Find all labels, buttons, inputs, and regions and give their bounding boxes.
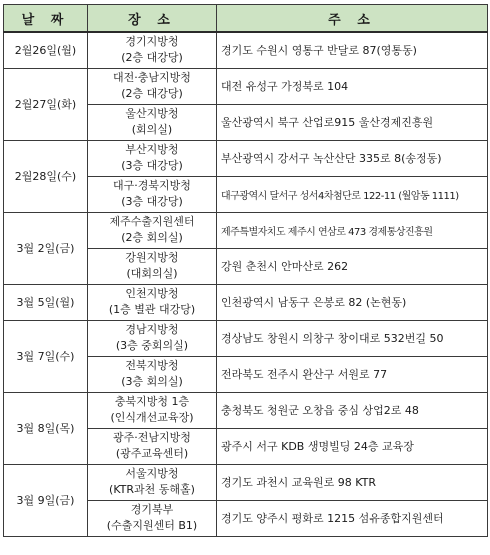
table-row (4, 464, 488, 500)
schedule-table (3, 4, 488, 537)
place-cell (88, 320, 217, 356)
address-cell: 대전 유성구 가정북로 104 (217, 68, 488, 104)
place-name: 경기지방청 (125, 35, 179, 49)
address-cell: 경기도 수원시 영통구 반달로 87(영통동) (217, 32, 488, 68)
place-name: 강원지방청 (125, 251, 179, 264)
address-cell: 충청북도 청원군 오창읍 중심 상업2로 48 (217, 392, 488, 428)
place-name: 경남지방청 (125, 323, 179, 336)
place-cell (88, 176, 217, 212)
table-row (4, 140, 488, 176)
address-cell: 울산광역시 북구 산업로915 울산경제진흥원 (217, 104, 488, 140)
place-name: 울산지방청 (125, 107, 179, 120)
address-cell: 전라북도 전주시 완산구 서원로 77 (217, 356, 488, 392)
date-cell: 2월26일(월) (4, 32, 88, 68)
place-cell (88, 68, 217, 104)
header-date: 날 짜 (4, 5, 88, 33)
place-cell (88, 248, 217, 284)
header-address: 주 소 (217, 5, 488, 33)
place-cell (88, 500, 217, 536)
date-cell: 3월 8일(목) (4, 392, 88, 464)
table-row (4, 284, 488, 320)
address-cell: 경상남도 창원시 의창구 창이대로 532번길 50 (217, 320, 488, 356)
date-cell: 2월28일(수) (4, 140, 88, 212)
place-room: (2층 대강당) (121, 87, 183, 100)
address-cell: 대구광역시 달서구 성서4차첨단로 122-11 (월암동 1111) (217, 176, 488, 212)
place-room: (회의실) (131, 123, 173, 136)
place-cell (88, 212, 217, 248)
table-row (4, 392, 488, 428)
place-name: 서울지방청 (125, 467, 179, 480)
date-cell: 2월27일(화) (4, 68, 88, 140)
date-cell: 3월 2일(금) (4, 212, 88, 284)
place-room: (3층 중회의실) (115, 339, 189, 352)
address-cell: 강원 춘천시 안마산로 262 (217, 248, 488, 284)
place-room: (인식개선교육장) (110, 411, 194, 424)
place-room: (광주교육센터) (115, 447, 189, 460)
place-room: (KTR과천 동해홀) (109, 483, 195, 496)
date-cell: 3월 5일(월) (4, 284, 88, 320)
table-row (4, 68, 488, 104)
place-cell (88, 140, 217, 176)
date-cell: 3월 9일(금) (4, 464, 88, 536)
place-cell (88, 464, 217, 500)
place-name: 대전·충남지방청 (113, 71, 191, 84)
place-name: 경기북부 (130, 503, 174, 516)
place-name: 제주수출지원센터 (109, 215, 195, 228)
place-cell (88, 32, 217, 68)
place-name: 인천지방청 (125, 287, 179, 300)
address-cell: 제주특별자치도 제주시 연삼로 473 경제통상진흥원 (217, 212, 488, 248)
table-row (4, 32, 488, 68)
date-cell: 3월 7일(수) (4, 320, 88, 392)
place-name: 전북지방청 (125, 359, 179, 372)
address-cell: 경기도 양주시 평화로 1215 섬유종합지원센터 (217, 500, 488, 536)
address-cell: 경기도 과천시 교육원로 98 KTR (217, 464, 488, 500)
table-row (4, 212, 488, 248)
place-cell (88, 284, 217, 320)
table-row (4, 320, 488, 356)
place-name: 대구·경북지방청 (113, 179, 191, 192)
place-cell (88, 428, 217, 464)
address-cell: 광주시 서구 KDB 생명빌딩 24층 교육장 (217, 428, 488, 464)
header-place: 장 소 (88, 5, 217, 33)
place-cell (88, 356, 217, 392)
place-room: (수출지원센터 B1) (106, 519, 198, 532)
place-cell (88, 392, 217, 428)
place-room: (3층 대강당) (121, 159, 183, 172)
place-name: 부산지방청 (125, 143, 179, 156)
place-room: (3층 회의실) (121, 375, 183, 388)
place-room: (2층 회의실) (121, 231, 183, 244)
place-name: 충북지방청 1층 (114, 395, 190, 408)
place-room: (2층 대강당) (121, 51, 183, 65)
schedule-table-wrapper (3, 4, 488, 537)
place-cell (88, 104, 217, 140)
address-cell: 인천광역시 남동구 은봉로 82 (논현동) (217, 284, 488, 320)
header-row (4, 5, 488, 33)
place-room: (대회의실) (126, 267, 178, 280)
place-room: (1층 별관 대강당) (108, 303, 196, 316)
address-cell: 부산광역시 강서구 녹산산단 335로 8(송정동) (217, 140, 488, 176)
place-name: 광주·전남지방청 (113, 431, 191, 444)
place-room: (3층 대강당) (121, 195, 183, 208)
